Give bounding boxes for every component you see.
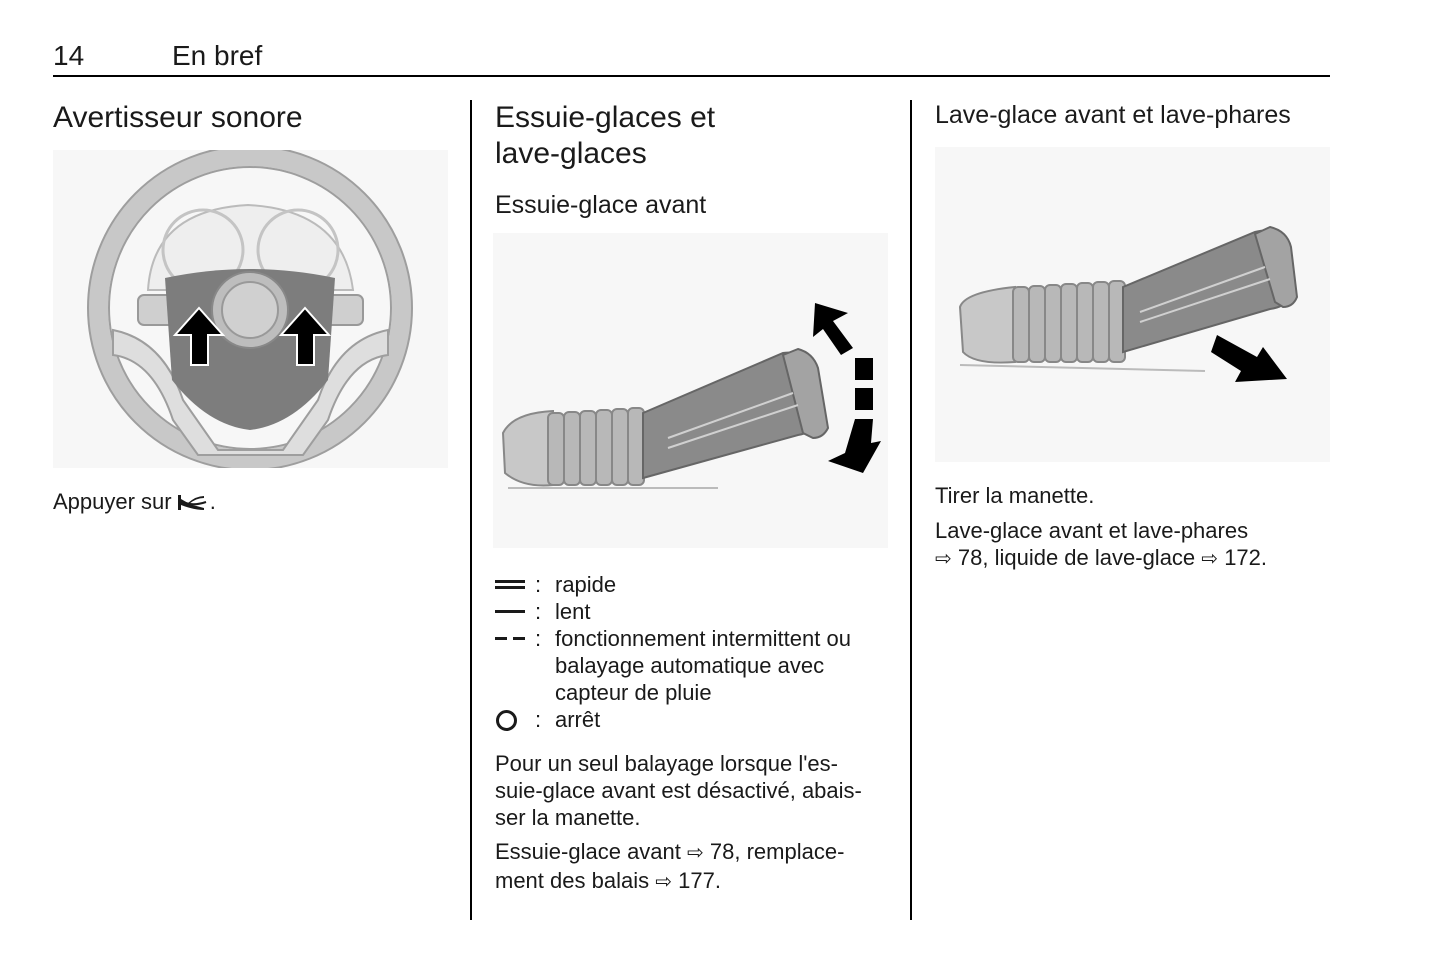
legend-text: rapide (555, 572, 617, 597)
legend-row-fast (495, 571, 885, 598)
steering-wheel-figure (53, 150, 448, 468)
legend-text (555, 625, 885, 706)
page-ref-link[interactable]: 177. (678, 868, 721, 893)
legend-colon: : (535, 572, 542, 597)
washer-lever-figure (935, 147, 1330, 462)
wipers-heading (495, 100, 715, 172)
wiper-lever-illustration (493, 233, 888, 548)
paragraph-line: suie-glace avant est désactivé, abais- (495, 778, 862, 803)
washer-lever-illustration (935, 147, 1330, 462)
legend-colon: : (535, 707, 542, 732)
header-rule (53, 75, 1330, 77)
dashed-line-icon (495, 625, 535, 706)
wiper-lever-figure (493, 233, 888, 548)
legend-text: arrêt (555, 707, 601, 732)
legend-colon: : (535, 599, 542, 624)
steering-wheel-illustration (53, 150, 448, 468)
horn-icon (176, 492, 210, 512)
legend-row-intermittent (495, 625, 885, 706)
legend-text: lent (555, 599, 591, 624)
wiper-legend (495, 571, 895, 741)
legend-text-line: balayage automatique avec (555, 653, 825, 678)
page-ref-link[interactable]: 78, remplace- (709, 839, 845, 864)
reference-line (935, 544, 1330, 573)
pull-lever-instruction: Tirer la manette. (935, 483, 1095, 508)
reference-line: Lave-glace avant et lave-phares (935, 518, 1249, 543)
legend-text-line: capteur de pluie (555, 680, 712, 705)
legend-row-slow (495, 598, 885, 625)
page-ref-arrow-icon: ⇨ (687, 842, 704, 864)
wipers-heading-line1: Essuie-glaces et (495, 101, 716, 134)
double-line-icon (495, 571, 535, 598)
single-line-icon (495, 598, 535, 625)
column-divider-1 (470, 100, 472, 920)
washer-references (935, 517, 1330, 573)
instruction-suffix: . (209, 489, 216, 514)
single-wipe-paragraph (495, 750, 895, 831)
paragraph-line: ser la manette. (495, 805, 641, 830)
horn-instruction (53, 488, 216, 515)
horn-heading: Avertisseur sonore (53, 101, 303, 134)
legend-text-line: fonctionnement intermittent ou (555, 626, 851, 651)
legend-row-off (495, 706, 885, 733)
page-ref-link[interactable]: 172. (1224, 545, 1268, 570)
reference-line (495, 867, 895, 896)
column-divider-2 (910, 100, 912, 920)
wipers-heading-line2: lave-glaces (495, 137, 647, 170)
reference-text: Essuie-glace avant (495, 839, 681, 864)
front-wiper-subheading: Essuie-glace avant (495, 191, 707, 219)
section-title: En bref (172, 40, 263, 71)
page-ref-arrow-icon: ⇨ (1201, 548, 1219, 570)
circle-icon (495, 706, 535, 733)
reference-line (495, 838, 895, 867)
paragraph-line: Pour un seul balayage lorsque l'es- (495, 751, 838, 776)
reference-text: ment des balais (495, 868, 650, 893)
legend-colon: : (535, 626, 542, 651)
wiper-references (495, 838, 895, 896)
page-ref-arrow-icon: ⇨ (655, 871, 672, 893)
instruction-prefix: Appuyer sur (53, 489, 172, 514)
page-ref-arrow-icon: ⇨ (935, 548, 952, 570)
washer-heading: Lave-glace avant et lave-phares (935, 101, 1291, 129)
page-number: 14 (53, 40, 85, 71)
page-ref-link[interactable]: 78, liquide de lave-glace (957, 545, 1196, 570)
